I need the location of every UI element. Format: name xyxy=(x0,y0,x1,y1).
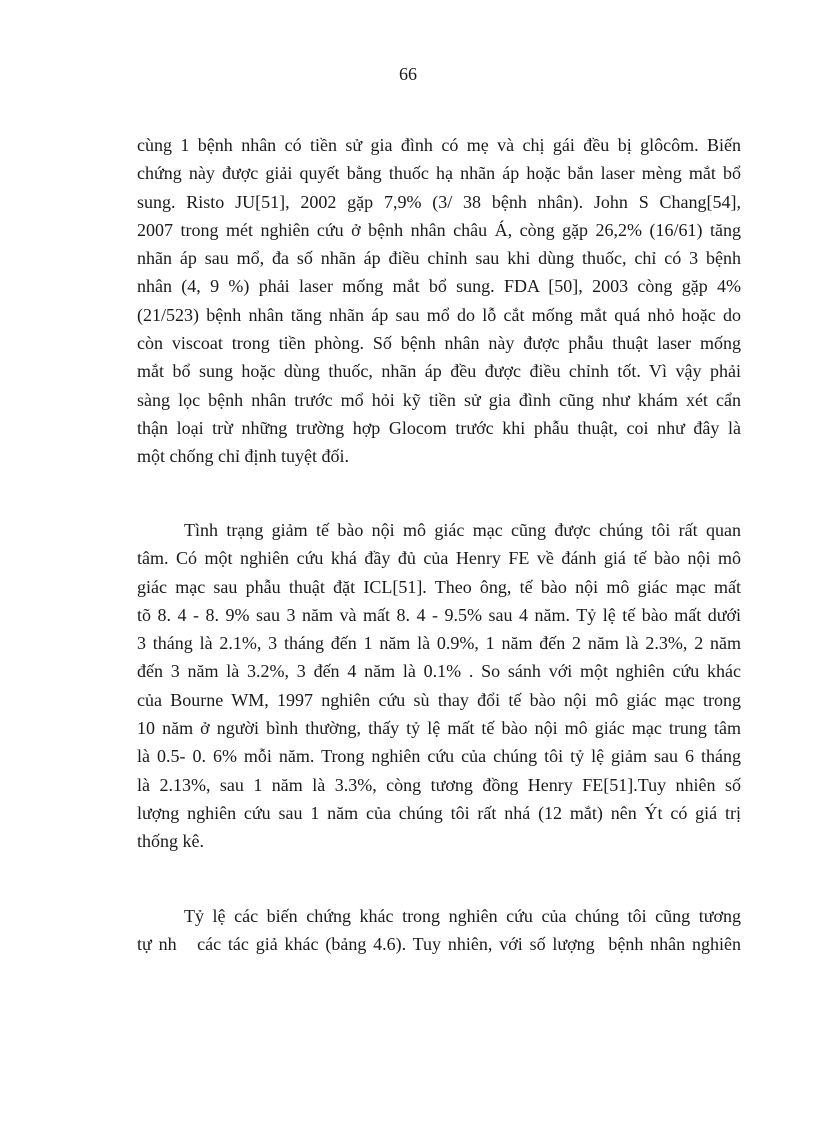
text-line: còn viscoat trong tiền phòng. Số bệnh nhân này được phẫu thuật laser mống xyxy=(137,333,741,354)
text-line: sàng lọc bệnh nhân trước mổ hỏi kỹ tiền sử gia đình cũng như khám xét cẩn xyxy=(137,389,741,410)
text-line: chứng này được giải quyết bằng thuốc hạ nhãn áp hoặc bắn laser mèng mắt bổ xyxy=(137,163,741,184)
text-line: mắt bổ sung hoặc dùng thuốc, nhãn áp đều được điều chỉnh tốt. Vì vậy phải xyxy=(137,361,741,382)
paragraph-1 xyxy=(137,131,741,471)
text-line: nhãn áp sau mổ, đa số nhãn áp điều chỉnh sau khi dùng thuốc, chỉ có 3 bệnh xyxy=(137,248,741,269)
text-line: 10 năm ở người bình thường, thấy tỷ lệ mất tế bào nội mô giác mạc trung tâm xyxy=(137,718,741,739)
text-line: tõ 8. 4 - 8. 9% sau 3 năm và mất 8. 4 - 9.5% sau 4 năm. Tỷ lệ tế bào mất dưới xyxy=(137,604,741,625)
page-number: 66 xyxy=(399,64,417,84)
paragraph-2 xyxy=(137,516,741,856)
text-line: tâm. Có một nghiên cứu khá đầy đủ của Henry FE về đánh giá tế bào nội mô xyxy=(137,548,741,569)
text-line: tự nh các tác giả khác (bảng 4.6). Tuy nhiên, với số lượng bệnh nhân nghiên xyxy=(137,934,741,955)
text-line: Tình trạng giảm tế bào nội mô giác mạc cũng được chúng tôi rất quan xyxy=(184,520,741,540)
text-line: một chống chỉ định tuyệt đối. xyxy=(137,446,349,467)
text-line: 3 tháng là 2.1%, 3 tháng đến 1 năm là 0.9%, 1 năm đến 2 năm là 2.3%, 2 năm xyxy=(137,633,741,654)
text-line: nhân (4, 9 %) phải laser mống mắt bổ sung. FDA [50], 2003 còng gặp 4% xyxy=(137,276,741,297)
text-line: là 0.5- 0. 6% mỗi năm. Trong nghiên cứu của chúng tôi tỷ lệ giảm sau 6 tháng xyxy=(137,746,741,767)
text-line: thống kê. xyxy=(137,831,204,852)
text-line: của Bourne WM, 1997 nghiên cứu sù thay đổi tế bào nội mô giác mạc trong xyxy=(137,689,741,710)
text-line: 2007 trong mét nghiên cứu ở bệnh nhân châu Á, còng gặp 26,2% (16/61) tăng xyxy=(137,219,741,240)
text-line: Tỷ lệ các biến chứng khác trong nghiên cứu của chúng tôi cũng tương xyxy=(184,906,741,926)
text-line: là 2.13%, sau 1 năm là 3.3%, còng tương đồng Henry FE[51].Tuy nhiên số xyxy=(137,774,741,795)
text-line: sung. Risto JU[51], 2002 gặp 7,9% (3/ 38 bệnh nhân). John S Chang[54], xyxy=(137,191,741,212)
text-line: (21/523) bệnh nhân tăng nhãn áp sau mổ do lỗ cắt mống mắt quá nhỏ hoặc do xyxy=(137,304,741,325)
paragraph-3 xyxy=(137,902,741,959)
text-line: giác mạc sau phẫu thuật đặt ICL[51]. Theo ông, tế bào nội mô giác mạc mất xyxy=(137,576,741,597)
text-line: lượng nghiên cứu sau 1 năm của chúng tôi rất nhá (12 mắt) nên Ýt có giá trị xyxy=(137,802,741,823)
text-line: cùng 1 bệnh nhân có tiền sử gia đình có mẹ và chị gái đều bị glôcôm. Biến xyxy=(137,135,741,155)
text-line: thận loại trừ những trường hợp Glocom trước khi phẫu thuật, coi như đây là xyxy=(137,417,741,438)
text-line: đến 3 năm là 3.2%, 3 đến 4 năm là 0.1% . So sánh với một nghiên cứu khác xyxy=(137,661,741,682)
